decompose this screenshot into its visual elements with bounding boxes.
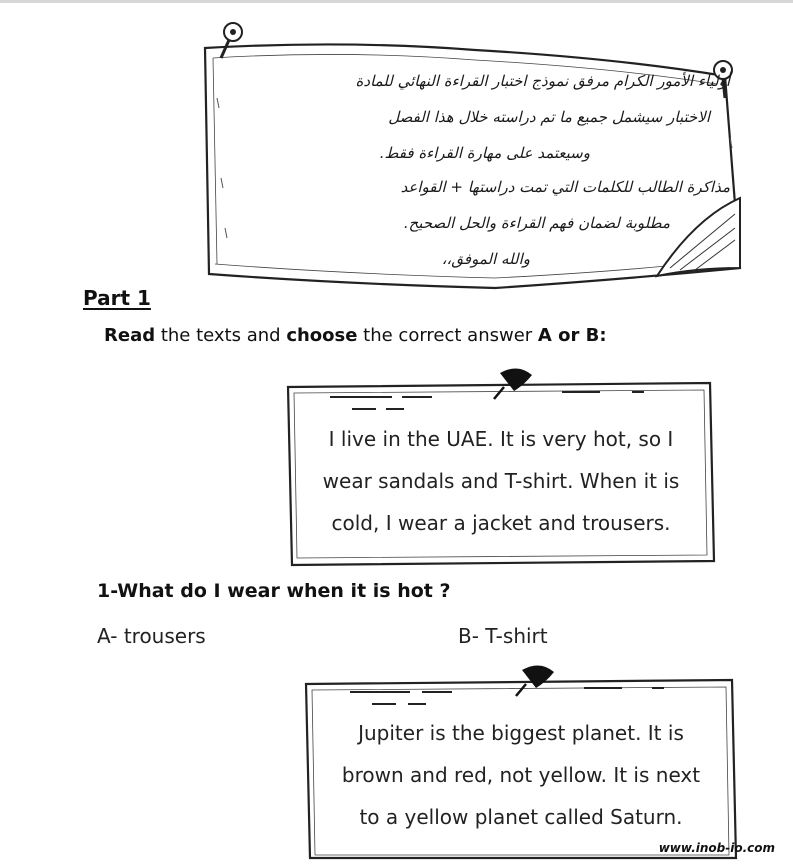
question-1: 1-What do I wear when it is hot ? (97, 580, 451, 602)
note-line-3: وسيعتمد على مهارة القراءة فقط. (379, 144, 590, 162)
instruction: Read the texts and choose the correct answer A or B: (104, 325, 607, 346)
note-line-6: والله الموفق،، (441, 250, 530, 268)
passage-1-line-1: I live in the UAE. It is very hot, so I (328, 427, 674, 451)
passage-2-line-1: Jupiter is the biggest planet. It is (358, 721, 684, 745)
note-line-5: مطلوبة لضمان فهم القراءة والحل الصحيح. (403, 214, 670, 232)
note-line-1: أولياء الأمور الكرام مرفق نموذج اختبار القراءة النهائي للمادة (355, 72, 730, 90)
part-title: Part 1 (83, 286, 151, 310)
passage-2-line-2: brown and red, not yellow. It is next (341, 763, 701, 787)
top-border (0, 0, 793, 3)
note-line-2: الاختبار سيشمل جميع ما تم دراسته خلال هذا الفصل (388, 108, 710, 126)
passage-1-line-2: wear sandals and T-shirt. When it is (322, 469, 680, 493)
option-a[interactable]: A- trousers (97, 624, 206, 648)
note-line-4: مذاكرة الطالب للكلمات التي تمت دراستها + القواعد (400, 178, 730, 196)
passage-2-line-3: to a yellow planet called Saturn. (359, 805, 683, 829)
passage-1-line-3: cold, I wear a jacket and trousers. (331, 511, 671, 535)
footer-url: www.inob-io.com (658, 841, 775, 855)
option-b[interactable]: B- T-shirt (458, 624, 548, 648)
